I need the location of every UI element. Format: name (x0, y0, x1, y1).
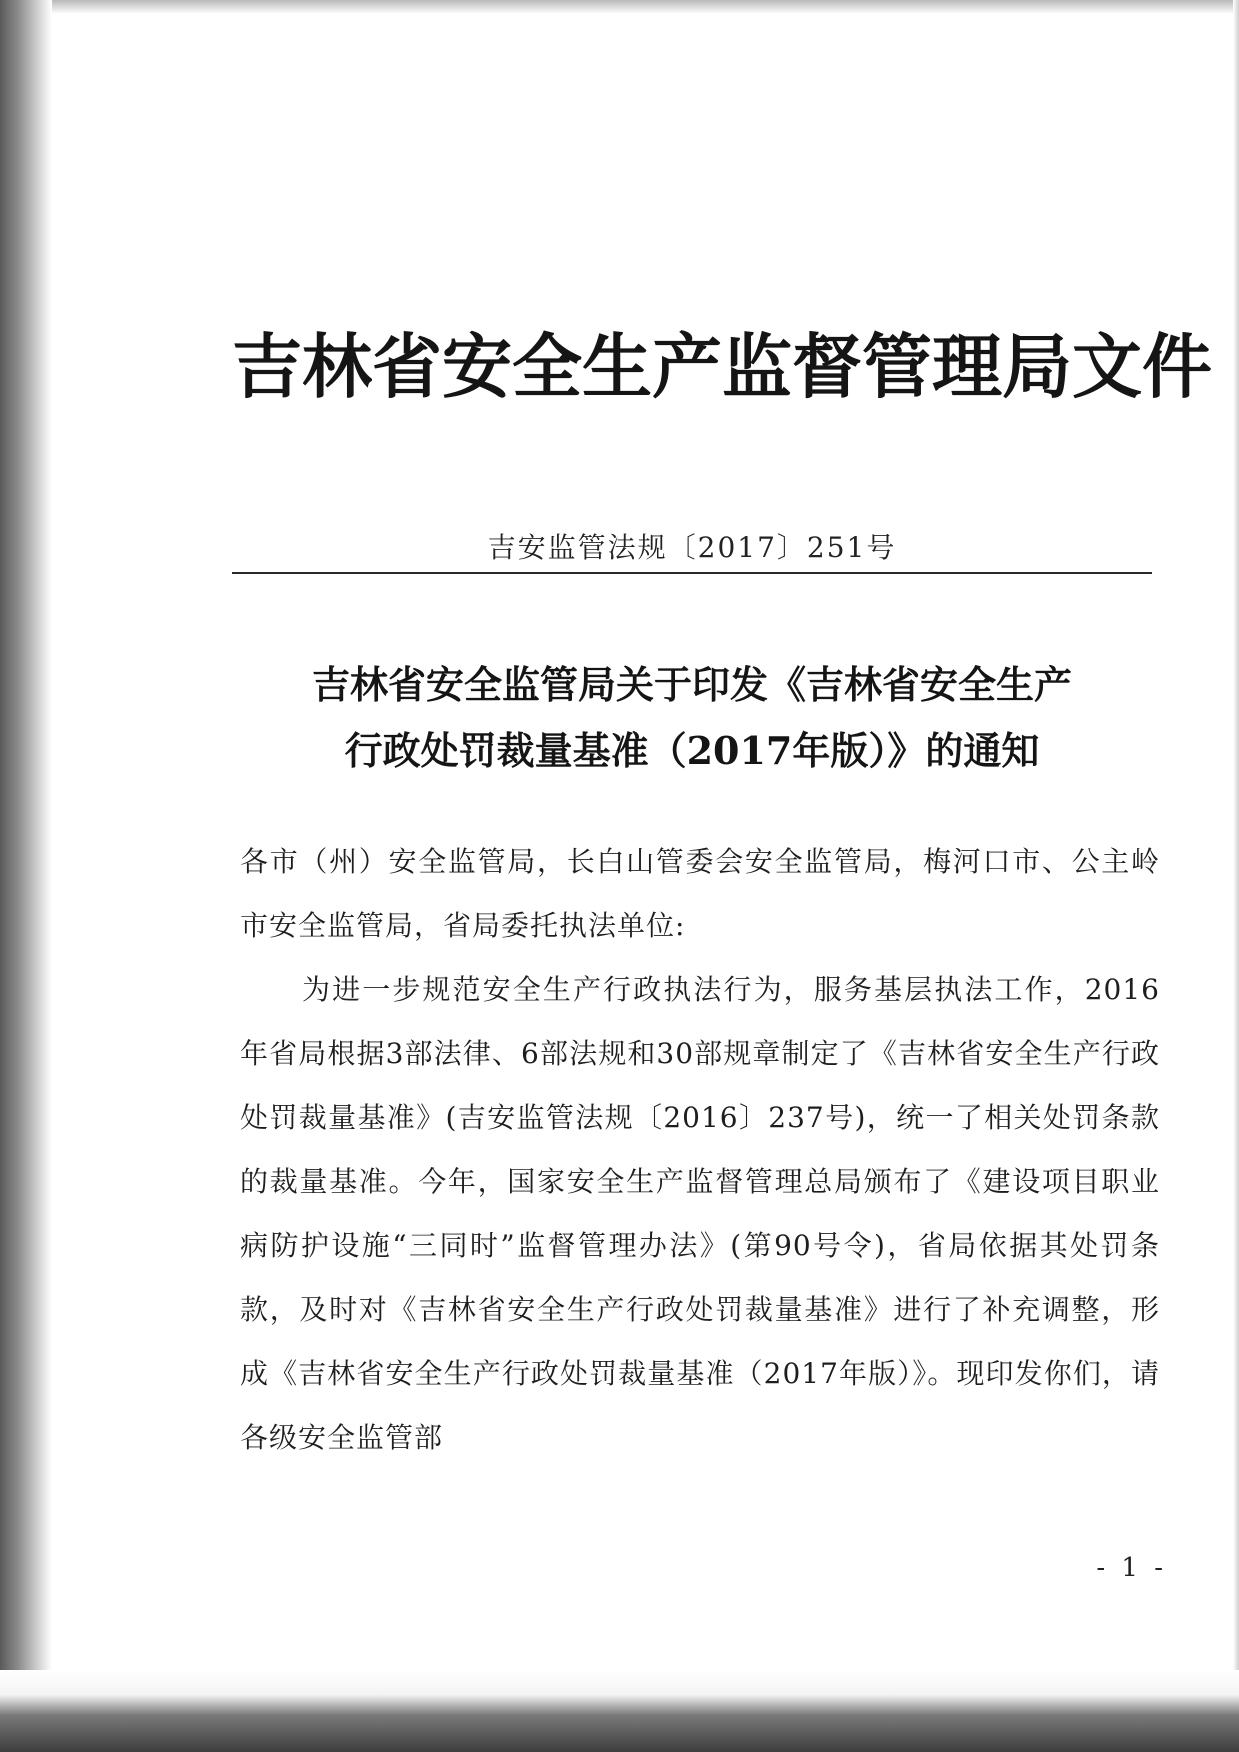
scan-left-edge (0, 0, 52, 1752)
page-number: - 1 - (1096, 1553, 1167, 1583)
notice-title-line-1: 吉林省安全监管局关于印发《吉林省安全生产 (311, 662, 1072, 707)
scan-right-edge (1233, 0, 1239, 1670)
header-divider (232, 572, 1152, 574)
body-paragraph: 为进一步规范安全生产行政执法行为，服务基层执法工作，2016年省局根据3部法律、6部法规和30部规章制定了《吉林省安全生产行政处罚裁量基准》(吉安监管法规〔2016〕237号)，统一了相关处罚条款的裁量基准。今年，国家安全生产监督管理总局颁布了《建设项目职业病防护设施“三同时”监督管理办法》(第90号令)，省局依据其处罚条款，及时对《吉林省安全生产行政处罚裁量基准》进行了补充调整，形成《吉林省安全生产行政处罚裁量基准（2017年版）》。现印发你们，请各级安全监管部 (240, 973, 1160, 1454)
scan-top-edge (0, 0, 1239, 14)
scan-bottom-edge (0, 1670, 1239, 1752)
notice-title (232, 652, 1152, 784)
document-header-title: 吉林省安全生产监督管理局文件 (232, 325, 1212, 408)
document-number: 吉安监管法规〔2017〕251号 (487, 531, 897, 564)
document-body (240, 830, 1160, 1470)
notice-title-line-2: 行政处罚裁量基准（2017年版）》的通知 (344, 728, 1040, 773)
addressee: 各市（州）安全监管局，长白山管委会安全监管局，梅河口市、公主岭市安全监管局，省局委托执法单位: (240, 845, 1160, 942)
